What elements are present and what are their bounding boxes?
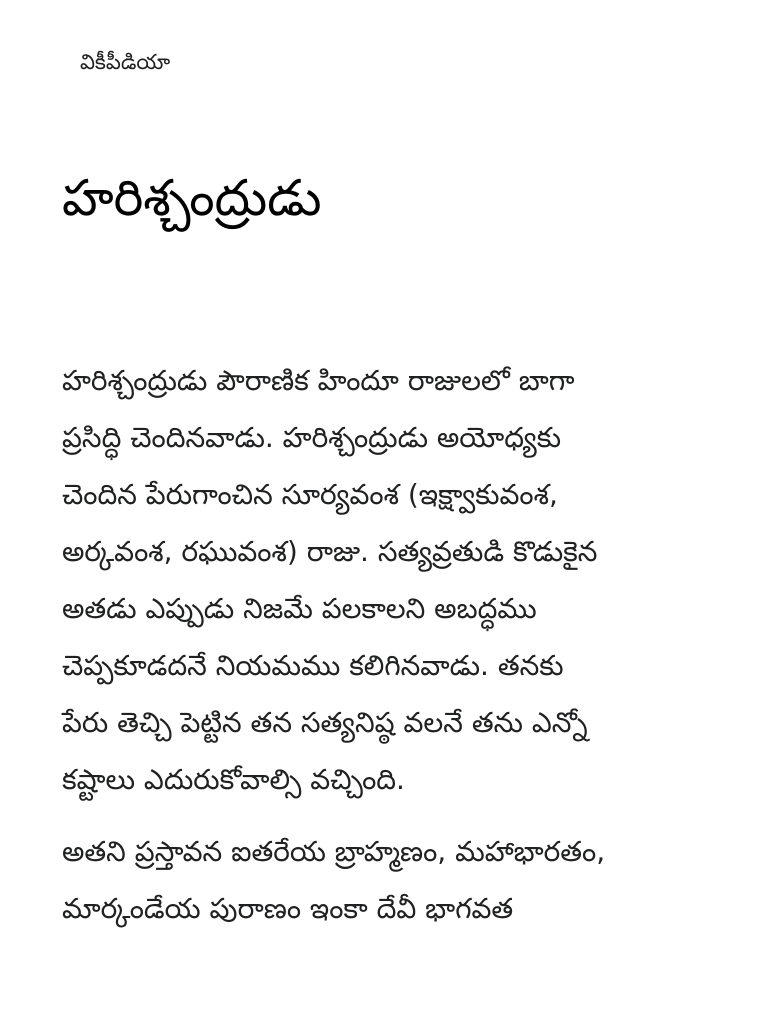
article-body	[62, 352, 722, 937]
text-line: అతని ప్రస్తావన ఐతరేయ బ్రాహ్మణం, మహాభారతం,	[62, 835, 606, 868]
site-name[interactable]: వికీపీడియా	[80, 50, 171, 74]
text-line: చెందిన పేరుగాంచిన సూర్యవంశ (ఇక్ష్వాకువంశ,	[62, 478, 558, 511]
text-line: అతడు ఎప్పుడు నిజమే పలకాలని అబద్ధము	[62, 592, 537, 625]
text-line: పేరు తెచ్చి పెట్టిన తన సత్యనిష్ఠ వలనే తను ఎన్నో	[62, 706, 588, 739]
text-line: ప్రసిద్ధి చెందినవాడు. హరిశ్చంద్రుడు అయోధ్యకు	[62, 421, 562, 454]
text-line: అర్కవంశ, రఘువంశ) రాజు. సత్యవ్రతుడి కొడుకైన	[62, 535, 598, 568]
text-line: హరిశ్చంద్రుడు పౌరాణిక హిందూ రాజులలో బాగా	[62, 364, 575, 397]
text-line: మార్కండేయ పురాణం ఇంకా దేవీ భాగవత	[62, 892, 514, 925]
article-paragraph	[62, 352, 722, 808]
text-line: చెప్పకూడదనే నియమము కలిగినవాడు. తనకు	[62, 649, 564, 682]
article-paragraph	[62, 823, 722, 937]
text-line: కష్టాలు ఎదురుకోవాల్సి వచ్చింది.	[62, 763, 405, 796]
page-title: హరిశ్చంద్రుడు	[62, 169, 322, 227]
